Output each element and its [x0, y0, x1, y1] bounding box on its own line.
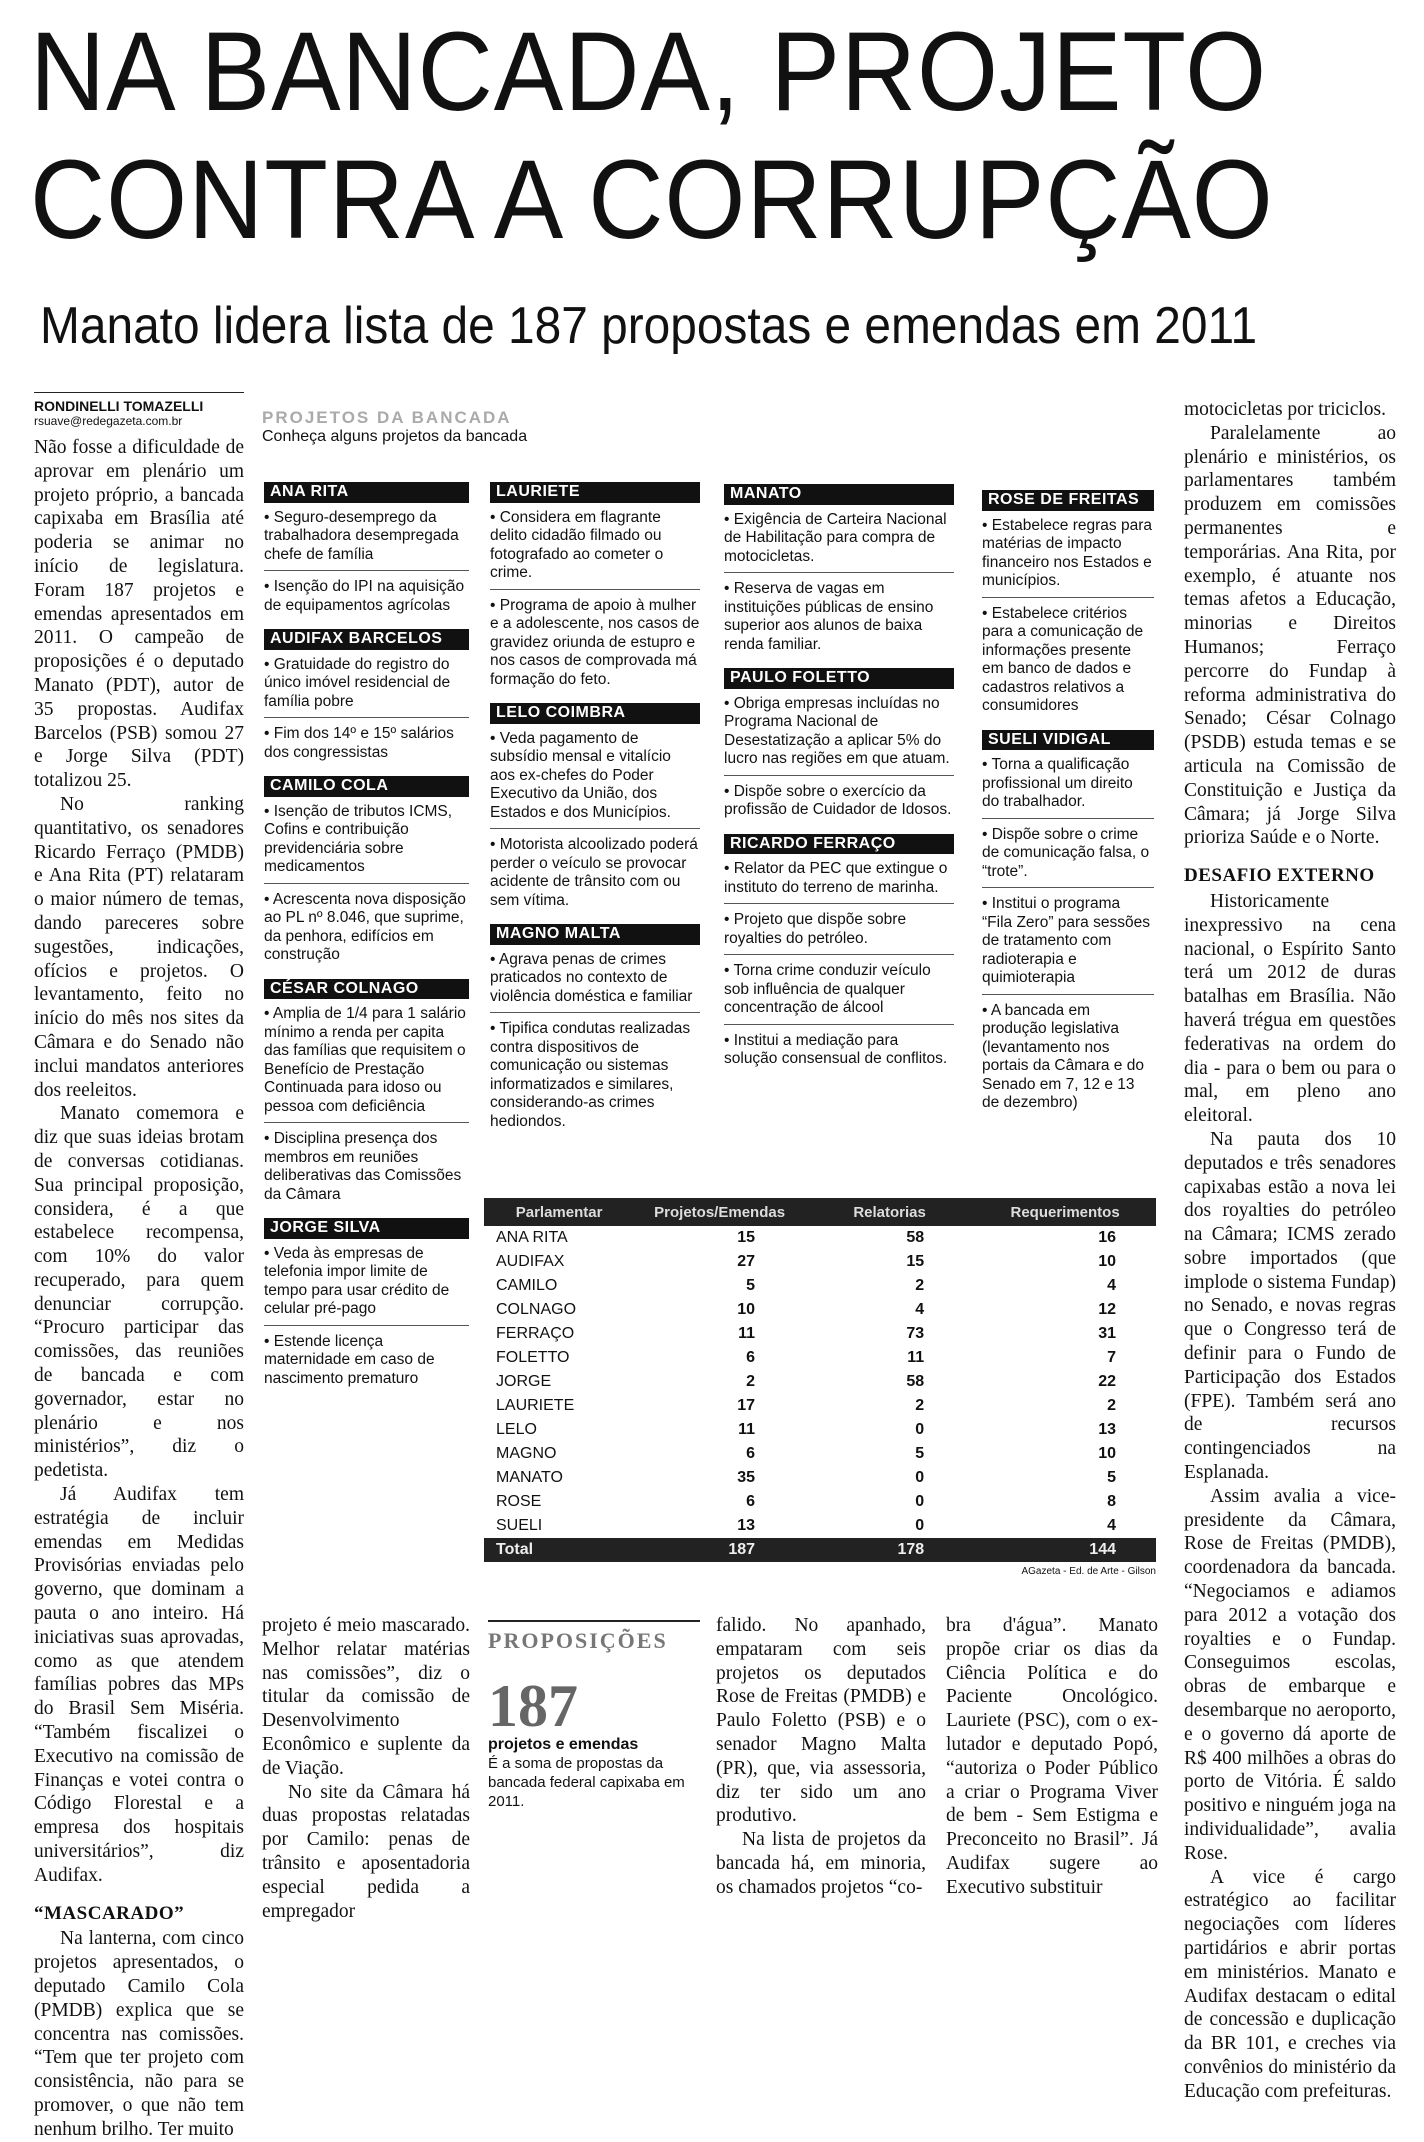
project-item: • Estabelece critérios para a comunicação de informações presente em banco de dados e cadastros relativos a consumidores	[982, 604, 1144, 714]
paragraph: No site da Câmara há duas propostas relatadas por Camilo: penas de trânsito e aposentadoria especial pedida a empregador	[262, 1781, 470, 1922]
legislator-block	[490, 703, 700, 916]
cell-value: 7	[1107, 1349, 1116, 1366]
legislator-name: LELO COIMBRA	[490, 703, 700, 724]
table-row	[484, 1322, 1156, 1346]
legislator-block	[264, 1218, 469, 1394]
legislator-name: SUELI VIDIGAL	[982, 730, 1154, 751]
article-column-4	[946, 1614, 1158, 1900]
project-item: • Institui o programa “Fila Zero” para sessões de tratamento com radioterapia e quimioterapia	[982, 893, 1154, 995]
table-row	[484, 1346, 1156, 1370]
cell-value: 22	[1098, 1373, 1116, 1390]
cell-value: 5	[915, 1445, 925, 1462]
cell-value: 15	[906, 1253, 925, 1270]
legislator-name: LAURIETE	[490, 482, 700, 503]
cell-value: 5	[1107, 1469, 1116, 1486]
art-credit: AGazeta - Ed. de Arte - Gilson	[1021, 1566, 1156, 1577]
project-item: • Projeto que dispõe sobre royalties do petróleo.	[724, 909, 954, 955]
paragraph: projeto é meio mascarado. Melhor relatar matérias nas comissões”, diz o titular da comissão de Desenvolvimento Econômico e suplente da de Viação.	[262, 1615, 470, 1779]
project-item: • Gratuidade do registro do único imóvel residencial de família pobre	[264, 654, 469, 719]
cell-legislator: FOLETTO	[496, 1349, 570, 1366]
legislator-name: CÉSAR COLNAGO	[264, 979, 469, 1000]
cell-value: 31	[1098, 1325, 1116, 1342]
cell-value: 0	[915, 1421, 925, 1438]
project-item: • Torna a qualificação profissional um direito do trabalhador.	[982, 754, 1154, 819]
cell-value: 58	[906, 1373, 925, 1390]
paragraph: Paralelamente ao plenário e ministérios, os parlamentares também produzem em comissões permanentes e temporárias. Ana Rita, por exemplo, é atuante nos temas afetos a Educação, minorias e Direitos Humanos; Ferraço percorre do Fundap à reforma administrativa do Senado; César Colnago (PSDB) estuda temas e se articula na Comissão de Constituição e Justiça da Câmara; já Jorge Silva prioriza Saúde e o Norte.	[1184, 422, 1396, 849]
project-item: • Estabelece regras para matérias de impacto financeiro nos Estados e municípios.	[982, 515, 1154, 598]
cell-value: 4	[915, 1301, 925, 1318]
proposicoes-number: 187	[488, 1673, 578, 1739]
cell-legislator: SUELI	[496, 1517, 543, 1534]
legislator-block	[264, 776, 469, 971]
project-item: • Seguro-desemprego da trabalhadora desempregada chefe de família	[264, 507, 469, 572]
cell-value: 35	[737, 1469, 756, 1486]
cell-legislator: COLNAGO	[496, 1301, 577, 1318]
paragraph: Não fosse a dificuldade de aprovar em plenário um projeto próprio, a bancada capixaba em Brasília até poderia se animar no início de legislatura. Foram 187 projetos e emendas apresentados em 2011. O campeão de proposições é o deputado Manato (PDT), autor de 35 propostas. Audifax Barcelos (PSB) somou 27 e Jorge Silva (PDT) totalizou 25.	[34, 437, 244, 792]
project-item: • A bancada em produção legislativa (levantamento nos portais da Câmara e do Senado em 7, 12 e 13 de dezembro)	[982, 1001, 1144, 1111]
table-row	[484, 1514, 1156, 1538]
table-header: Parlamentar	[484, 1198, 634, 1226]
project-item: • Isenção de tributos ICMS, Cofins e contribuição previdenciária sobre medicamentos	[264, 801, 469, 884]
proposicoes-label: projetos e emendas	[488, 1736, 639, 1753]
cell-legislator: LAURIETE	[496, 1397, 575, 1414]
cell-value: 0	[915, 1517, 925, 1534]
stats-table-wrapper	[484, 1198, 1156, 1577]
paragraph: Na pauta dos 10 deputados e três senadores capixabas estão a nova lei dos royalties do petróleo na Câmara; ICMS zerado sobre importados (que implode o sistema Fundap) no Senado, e novas regras que o Congresso terá de definir para o Fundo de Participação dos Estados (FPE). Também será ano de recursos contingenciados na Esplanada.	[1184, 1128, 1396, 1484]
byline	[34, 398, 244, 428]
cell-value: 8	[1107, 1493, 1116, 1510]
cell-value: 15	[737, 1229, 756, 1246]
table-row	[484, 1226, 1156, 1250]
headline	[30, 8, 1313, 264]
legislator-block	[982, 730, 1154, 1119]
table-row	[484, 1250, 1156, 1274]
cell-value: 6	[746, 1349, 756, 1366]
paragraph: bra d'água”. Manato propõe criar os dias da Ciência Política e do Paciente Oncológico. Lauriete (PSC), com o ex-lutador e deputado Popó, “autoriza o Poder Público a criar o Programa Viver de bem - Sem Estigma e Preconceito no Brasil”. Já Audifax sugere ao Executivo substituir	[946, 1615, 1158, 1898]
legislator-name: RICARDO FERRAÇO	[724, 834, 954, 855]
total-label: Total	[484, 1538, 634, 1562]
table-row	[484, 1394, 1156, 1418]
paragraph: A vice é cargo estratégico ao facilitar negociações com líderes partidários e abrir portas em ministérios. Manato e Audifax destacam o edital de concessão e duplicação da BR 101, e creches via convênios do ministério da Educação com prefeituras.	[1184, 1866, 1396, 2102]
proposicoes-box	[488, 1620, 700, 1811]
cell-value: 11	[738, 1325, 756, 1342]
paragraph: Manato comemora e diz que suas ideias brotam de conversas cotidianas. Sua principal proposição, considera, é a que estabelece recompensa, com 10% do valor recuperado, para quem denunciar corrupção. “Procuro participar das comissões, das reuniões de bancada e com governador, estar no plenário e nos ministérios”, diz o pedetista.	[34, 1103, 244, 1482]
table-row	[484, 1466, 1156, 1490]
total-value: 187	[634, 1538, 805, 1562]
paragraph: Já Audifax tem estratégia de incluir emendas em Medidas Provisórias enviadas pelo governo, que dominam a pauta o ano inteiro. Há iniciativas suas aprovadas, como as que atendem famílias pobres das MPs do Brasil Sem Miséria. “Também fiscalizei o Executivo na comissão de Finanças e votei contra o Código Florestal e a empresa dos hospitais universitários”, diz Audifax.	[34, 1484, 244, 1886]
project-item: • Considera em flagrante delito cidadão filmado ou fotografado ao cometer o crime.	[490, 507, 700, 590]
subheadline: Manato lidera lista de 187 propostas e emendas em 2011	[40, 297, 1258, 355]
projects-column-1	[264, 482, 469, 1399]
cell-value: 27	[737, 1253, 756, 1270]
cell-value: 2	[746, 1373, 756, 1390]
table-row	[484, 1442, 1156, 1466]
article-column-3	[716, 1614, 926, 1900]
legislator-block	[264, 482, 469, 621]
project-item: • Acrescenta nova disposição ao PL nº 8.046, que suprime, da penhora, edifícios em construção	[264, 890, 466, 963]
table-row	[484, 1490, 1156, 1514]
cell-value: 10	[1098, 1445, 1116, 1462]
box-rule	[488, 1620, 700, 1622]
proposicoes-description: É a soma de propostas da bancada federal capixaba em 2011.	[488, 1755, 685, 1810]
cell-value: 4	[1107, 1517, 1116, 1534]
cell-value: 16	[1098, 1229, 1116, 1246]
paragraph: Historicamente inexpressivo na cena nacional, o Espírito Santo terá um 2012 de duras batalhas em Brasília. Não haverá trégua em questões federativas na ordem do dia - para o bem ou para o mal, em pleno ano eleitoral.	[1184, 890, 1396, 1127]
paragraph: No ranking quantitativo, os senadores Ricardo Ferraço (PMDB) e Ana Rita (PT) relataram o maior número de temas, dando pareceres sobre sugestões, indicações, ofícios e projetos. O levantamento, feito no início do mês nos sites da Câmara e do Senado não inclui mandatos anteriores dos reeleitos.	[34, 793, 244, 1101]
table-header: Projetos/Emendas	[634, 1198, 805, 1226]
cell-legislator: FERRAÇO	[496, 1325, 575, 1342]
article-column-2	[262, 1614, 470, 1923]
section-title-desafio: DESAFIO EXTERNO	[1184, 865, 1375, 887]
cell-value: 17	[737, 1397, 756, 1414]
cell-value: 11	[907, 1349, 925, 1366]
legislator-block	[982, 490, 1154, 722]
legislator-block	[264, 629, 469, 768]
cell-value: 10	[737, 1301, 756, 1318]
projects-column-4	[982, 490, 1154, 1124]
cell-value: 58	[906, 1229, 925, 1246]
table-header: Requerimentos	[974, 1198, 1156, 1226]
legislator-block	[724, 668, 954, 826]
project-item: • Veda pagamento de subsídio mensal e vitalício aos ex-chefes do Poder Executivo da União, dos Estados e dos Municípios.	[490, 728, 700, 830]
project-item: • Reserva de vagas em instituições públicas de ensino superior aos alunos de baixa renda familiar.	[724, 580, 934, 653]
total-value: 178	[805, 1538, 974, 1562]
table-header: Relatorias	[805, 1198, 974, 1226]
cell-value: 13	[737, 1517, 756, 1534]
legislator-block	[724, 834, 954, 1075]
article-column-right	[1184, 398, 1396, 2104]
project-item: • Institui a mediação para solução consensual de conflitos.	[724, 1031, 948, 1067]
legislator-name: AUDIFAX BARCELOS	[264, 629, 469, 650]
article-column-1	[34, 436, 244, 2142]
project-item: • Agrava penas de crimes praticados no contexto de violência doméstica e familiar	[490, 949, 700, 1014]
legislator-block	[264, 979, 469, 1211]
project-item: • Torna crime conduzir veículo sob influência de qualquer concentração de álcool	[724, 960, 954, 1025]
stats-table	[484, 1198, 1156, 1562]
cell-value: 11	[738, 1421, 756, 1438]
legislator-block	[724, 484, 954, 660]
cell-value: 6	[746, 1445, 756, 1462]
cell-value: 10	[1098, 1253, 1116, 1270]
cell-legislator: AUDIFAX	[496, 1253, 565, 1270]
cell-value: 0	[915, 1469, 925, 1486]
paragraph: Na lista de projetos da bancada há, em minoria, os chamados projetos “co-	[716, 1829, 926, 1898]
project-item: • Veda às empresas de telefonia impor limite de tempo para usar crédito de celular pré-pago	[264, 1243, 469, 1326]
paragraph: falido. No apanhado, empataram com seis projetos os deputados Rose de Freitas (PMDB) e Paulo Foletto (PSB) e o senador Magno Malta (PR), que, via assessoria, diz ter sido um ano produtivo.	[716, 1615, 926, 1827]
cell-value: 73	[906, 1325, 925, 1342]
legislator-name: MAGNO MALTA	[490, 924, 700, 945]
legislator-block	[490, 482, 700, 695]
table-row	[484, 1298, 1156, 1322]
project-item: • Amplia de 1/4 para 1 salário mínimo a renda per capita das famílias que requisitem o Benefício de Prestação Continuada para idoso ou pessoa com deficiência	[264, 1003, 469, 1123]
section-title-mascarado: “MASCARADO”	[34, 1902, 185, 1924]
project-item: • Tipifica condutas realizadas contra dispositivos de comunicação ou sistemas informatizados e similares, considerando-as crimes hediondos.	[490, 1020, 691, 1130]
legislator-name: MANATO	[724, 484, 954, 505]
project-item: • Fim dos 14º e 15º salários dos congressistas	[264, 725, 454, 761]
paragraph: Assim avalia a vice-presidente da Câmara, Rose de Freitas (PMDB), coordenadora da bancada. “Negociamos e adiamos para 2012 a votação dos royalties e o Fundap. Conseguimos escolas, obras de embarque e desembarque no aeroporto, e o governo dá aporte de R$ 400 milhões a obras do porto de Vitória. É saldo positivo e ninguém joga na individualidade”, avalia Rose.	[1184, 1485, 1396, 1864]
legislator-block	[490, 924, 700, 1137]
column-rule	[34, 392, 244, 393]
project-item: • Obriga empresas incluídas no Programa Nacional de Desestatização a aplicar 5% do lucro nas regiões em que atuam.	[724, 693, 954, 776]
projects-box	[262, 408, 1162, 446]
cell-value: 12	[1098, 1301, 1116, 1318]
cell-legislator: MAGNO	[496, 1445, 557, 1462]
project-item: • Dispõe sobre o crime de comunicação falsa, o “trote”.	[982, 824, 1154, 889]
total-value: 144	[974, 1538, 1156, 1562]
project-item: • Programa de apoio à mulher e a adolescente, nos casos de gravidez oriunda de estupro e nos casos de comprovada má formação do feto.	[490, 596, 700, 688]
box-title: PROJETOS DA BANCADA	[262, 408, 512, 427]
cell-value: 5	[746, 1277, 756, 1294]
cell-value: 13	[1098, 1421, 1116, 1438]
cell-legislator: ROSE	[496, 1493, 542, 1510]
byline-author: RONDINELLI TOMAZELLI	[34, 398, 204, 414]
table-total-row	[484, 1538, 1156, 1562]
cell-value: 6	[746, 1493, 756, 1510]
projects-column-3	[724, 484, 954, 1080]
cell-value: 0	[915, 1493, 925, 1510]
cell-legislator: ANA RITA	[496, 1229, 568, 1246]
headline-line-2: CONTRA A CORRUPÇÃO	[30, 137, 1274, 262]
box-subtitle: Conheça alguns projetos da bancada	[262, 428, 528, 445]
projects-column-2	[490, 482, 700, 1142]
project-item: • Relator da PEC que extingue o instituto do terreno de marinha.	[724, 858, 954, 904]
cell-value: 2	[915, 1277, 925, 1294]
legislator-name: PAULO FOLETTO	[724, 668, 954, 689]
table-row	[484, 1418, 1156, 1442]
byline-email: rsuave@redegazeta.com.br	[34, 414, 183, 428]
project-item: • Exigência de Carteira Nacional de Habilitação para compra de motocicletas.	[724, 509, 954, 574]
cell-legislator: MANATO	[496, 1469, 563, 1486]
project-item: • Isenção do IPI na aquisição de equipamentos agrícolas	[264, 578, 465, 614]
legislator-name: ANA RITA	[264, 482, 469, 503]
legislator-name: JORGE SILVA	[264, 1218, 469, 1239]
headline-line-1: NA BANCADA, PROJETO	[30, 9, 1268, 134]
cell-legislator: LELO	[496, 1421, 537, 1438]
legislator-name: CAMILO COLA	[264, 776, 469, 797]
table-header-row	[484, 1198, 1156, 1226]
table-row	[484, 1274, 1156, 1298]
project-item: • Dispõe sobre o exercício da profissão de Cuidador de Idosos.	[724, 782, 952, 818]
paragraph: Na lanterna, com cinco projetos apresentados, o deputado Camilo Cola (PMDB) explica que se concentra nas comissões. “Tem que ter projeto com consistência, não para se promover, o que não tem nenhum brilho. Ter muito	[34, 1928, 244, 2140]
cell-legislator: JORGE	[496, 1373, 552, 1390]
proposicoes-title: PROPOSIÇÕES	[488, 1628, 668, 1653]
project-item: • Disciplina presença dos membros em reuniões deliberativas das Comissões da Câmara	[264, 1130, 462, 1203]
cell-legislator: CAMILO	[496, 1277, 558, 1294]
legislator-name: ROSE DE FREITAS	[982, 490, 1154, 511]
cell-value: 4	[1107, 1277, 1116, 1294]
cell-value: 2	[915, 1397, 925, 1414]
project-item: • Estende licença maternidade em caso de nascimento prematuro	[264, 1332, 435, 1387]
project-item: • Motorista alcoolizado poderá perder o veículo se provocar acidente de trânsito com ou sem vítima.	[490, 836, 698, 909]
table-row	[484, 1370, 1156, 1394]
cell-value: 2	[1107, 1397, 1116, 1414]
paragraph: motocicletas por triciclos.	[1184, 399, 1386, 420]
